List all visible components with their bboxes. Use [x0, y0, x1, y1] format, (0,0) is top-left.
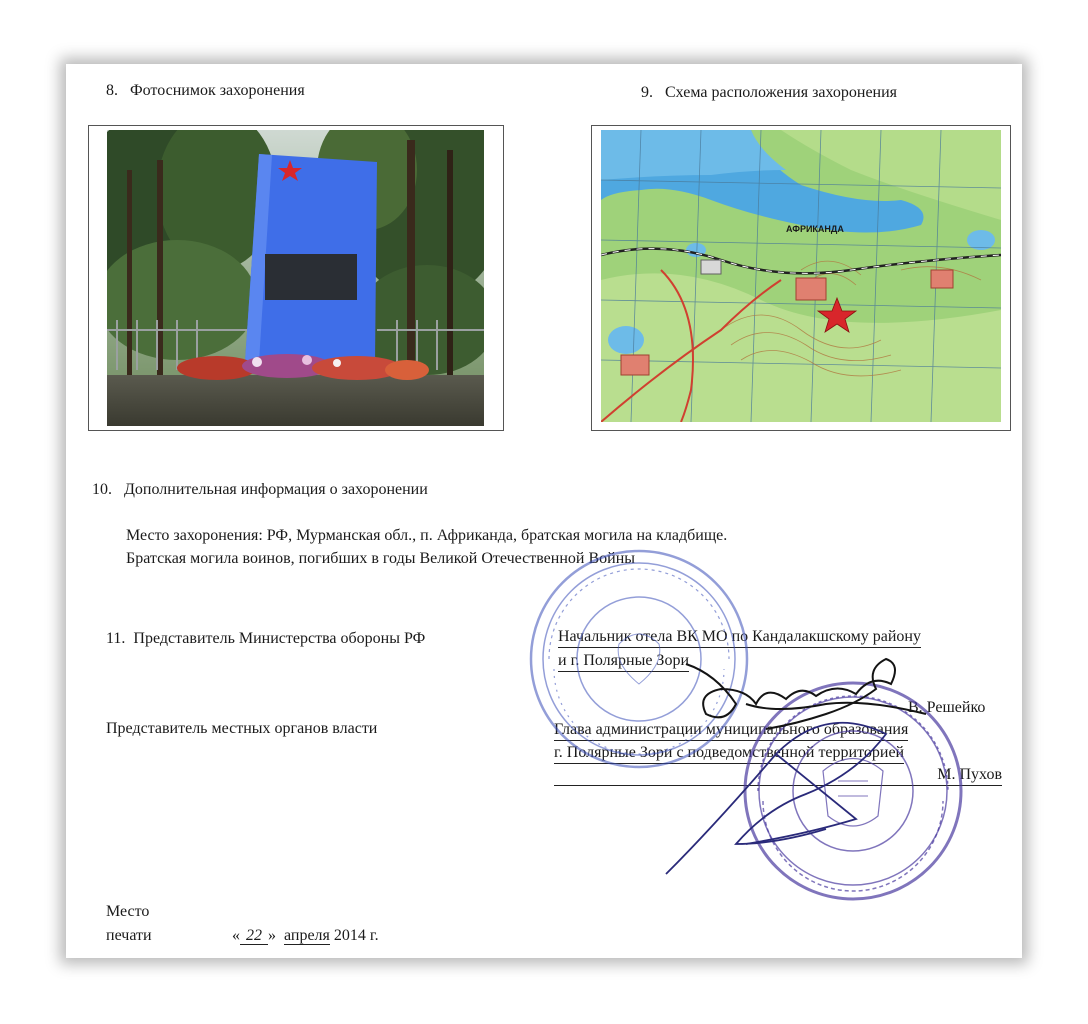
section-10-line-1: Место захоронения: РФ, Мурманская обл., п. Африканда, братская могила на кладбище. — [126, 527, 728, 544]
signatures — [626, 644, 946, 884]
memorial-photo-frame — [88, 125, 504, 431]
local-rep-position-line-2: г. Полярные Зори с подведомственной территорией — [554, 743, 904, 764]
section-10-heading — [92, 480, 428, 500]
mo-rep-position-line-1: Начальник отела ВК МО по Кандалакшскому району — [558, 627, 921, 648]
section-8-title: Фотоснимок захоронения — [130, 82, 305, 99]
memorial-photo-image — [107, 130, 484, 426]
location-map — [601, 130, 1001, 422]
local-rep-name: М. Пухов — [554, 765, 1002, 786]
memorial-photo — [107, 130, 484, 426]
topographic-map-image — [601, 130, 1001, 422]
document-page — [66, 64, 1022, 958]
date-year: 2014 г. — [333, 927, 379, 944]
location-map-frame — [591, 125, 1011, 431]
section-10-line-2: Братская могила воинов, погибших в годы Великой Отечественной Войны — [126, 550, 636, 567]
seal-place-line-2: печати — [106, 927, 152, 944]
section-10-number: 10. — [92, 481, 112, 498]
date-month: апреля — [284, 927, 330, 944]
section-11-heading — [106, 629, 425, 649]
local-rep-title: Представитель местных органов власти — [106, 720, 378, 737]
signing-date: « 22 » апреля 2014 г. — [232, 927, 379, 944]
date-day: 22 — [240, 927, 268, 945]
section-8-number: 8. — [106, 82, 118, 99]
section-8-heading — [106, 81, 305, 101]
seal-place-line-1: Место — [106, 903, 150, 920]
map-label-text: АФРИКАНДА — [786, 224, 844, 234]
local-rep-position-line-1: Глава администрации муниципального образования — [554, 720, 908, 741]
section-9-title: Схема расположения захоронения — [665, 84, 898, 101]
mo-rep-name: В. Решейко — [908, 699, 986, 716]
section-11-number: 11. — [106, 630, 126, 647]
section-10-title: Дополнительная информация о захоронении — [124, 481, 428, 498]
section-11-title: Представитель Министерства обороны РФ — [133, 630, 426, 647]
section-9-heading — [641, 83, 897, 103]
mo-rep-position-line-2: и г. Полярные Зори — [558, 651, 689, 672]
section-9-number: 9. — [641, 84, 653, 101]
